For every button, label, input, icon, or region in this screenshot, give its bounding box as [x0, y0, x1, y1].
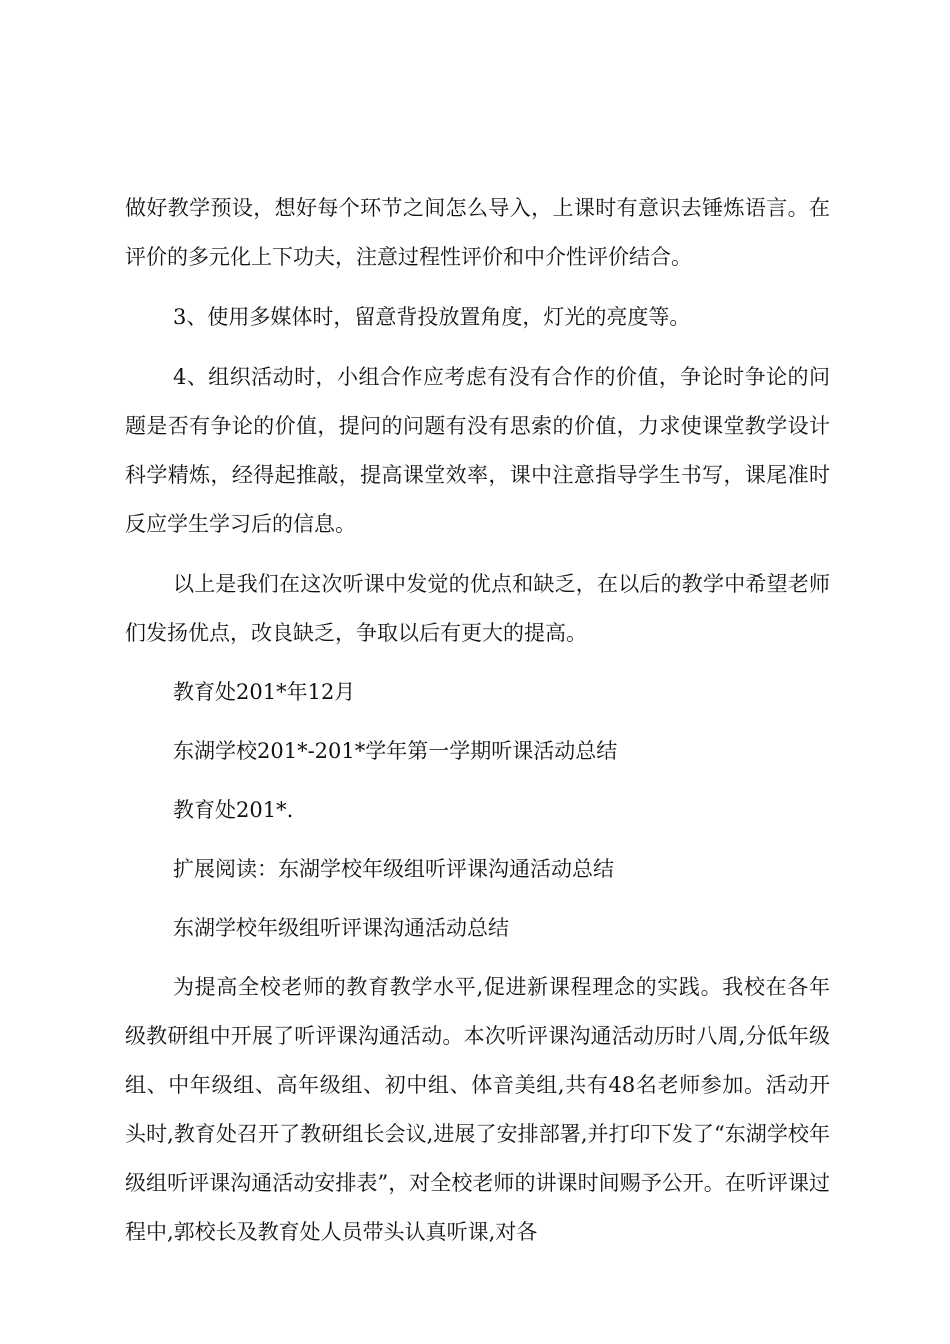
- extended-reading-heading: 扩展阅读：东湖学校年级组听评课沟通活动总结: [173, 857, 614, 881]
- summary-title-line: 东湖学校201*-201*学年第一学期听课活动总结: [173, 739, 618, 763]
- signoff-date: 教育处201*年12月: [173, 680, 356, 704]
- paragraph-multimedia: 3、使用多媒体时，留意背投放置角度，灯光的亮度等。: [173, 305, 691, 329]
- paragraph-teaching-preset: 做好教学预设，想好每个环节之间怎么导入，上课时有意识去锤炼语言。在评价的多元化上下功夫，注意过程性评价和中介性评价结合。: [125, 196, 830, 269]
- paragraph-group-activity: 4、组织活动时，小组合作应考虑有没有合作的价值，争论时争论的问题是否有争论的价值，提问的问题有没有思索的价值，力求使课堂教学设计科学精炼，经得起推敲，提高课堂效率，课中注意指导学生书写，课尾准时反应学生学习后的信息。: [125, 365, 830, 536]
- section-title: 东湖学校年级组听评课沟通活动总结: [173, 916, 509, 940]
- paragraph-conclusion: 以上是我们在这次听课中发觉的优点和缺乏，在以后的教学中希望老师们发扬优点，改良缺乏，争取以后有更大的提高。: [125, 572, 830, 645]
- document-body: [125, 184, 830, 1257]
- paragraph-activity-summary: 为提高全校老师的教育教学水平,促进新课程理念的实践。我校在各年级教研组中开展了听评课沟通活动。本次听评课沟通活动历时八周,分低年级组、中年级组、高年级组、初中组、体音美组,共有48名老师参加。活动开头时,教育处召开了教研组长会议,进展了安排部署,并打印下发了“东湖学校年级组听评课沟通活动安排表”，对全校老师的讲课时间赐予公开。在听评课过程中,郭校长及教育处人员带头认真听课,对各: [125, 975, 830, 1244]
- signoff-short: 教育处201*.: [173, 798, 294, 822]
